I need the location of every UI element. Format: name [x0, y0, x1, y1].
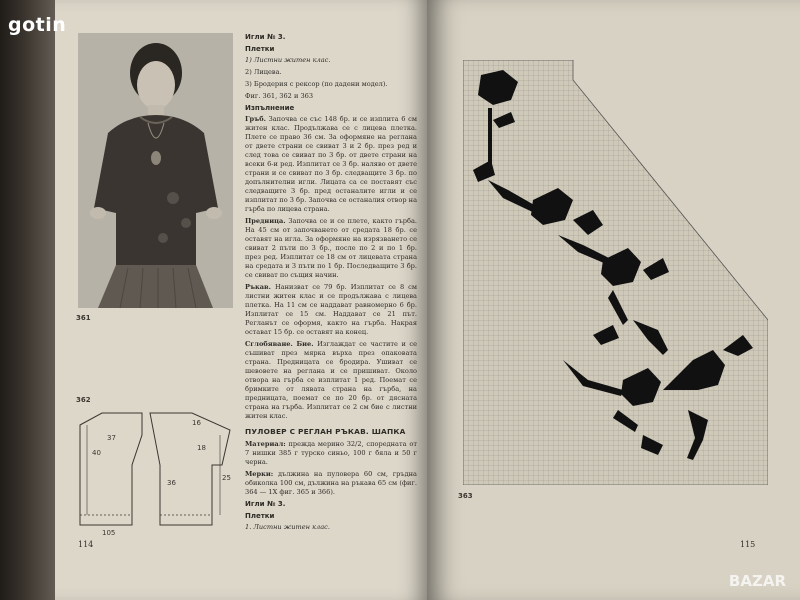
embroidery-chart [463, 60, 768, 485]
book-edge [0, 0, 60, 600]
measures-paragraph [245, 470, 417, 497]
back-text: Започва се със 148 бр. и се изплита 6 см житен клас. Продължава се с лицева плетка. Плете се право 36 см. За оформяне на реглана от двете страни се свиват 3 и 2 бр. през ред и след това се свиват по 3 бр. от двете страни на всеки 6-и ред. Изплитат се 3 бр. наляво от двете страни и се свиват по 3 бр. следващите 3 бр. по допълнителни игли. Лицата са се поставят със следващите 3 бр. пред останалите игли и се изплитат по 3 бр. Започва се останалия отвор на гърба по лицева страна. [245, 115, 417, 213]
pullover-title: ПУЛОВЕР С РЕГЛАН РЪКАВ. ШАПКА [245, 427, 406, 436]
diagram-label-25: 25 [222, 474, 231, 482]
figure-number-diagram: 362 [76, 396, 91, 404]
back-label: Гръб. [245, 115, 266, 123]
materials-label: Материал: [245, 440, 286, 448]
left-page-number: 114 [78, 540, 94, 549]
front-label: Предница. [245, 217, 286, 225]
execution-title: Изпълнение [245, 104, 295, 112]
right-page-number: 115 [740, 540, 756, 549]
figure-number-chart: 363 [458, 492, 473, 500]
diagram-label-16: 16 [192, 419, 201, 427]
assembly-text: Изглаждат се частите и се съшиват през мярка върха през опаковата страна. Предницата се бродира. Ушиват се шевовете на реглана и се пришиват. Около отвора на гърба се изплитат 1 ред. Поемат се бримките от лявата страна на гърба, на предницата, поемат се по 20 бр. от дясната страна на гърба. Изплитат се 2 см бие с листни житен клас. [245, 340, 417, 420]
diagram-label-40: 40 [92, 449, 101, 457]
front-paragraph [245, 217, 417, 280]
measures-label: Мерки: [245, 470, 274, 478]
measures-text: дължина на пуловера 60 см, гръдна обиколка 100 см, дължина на ръкава 65 см (фиг. 364 — 1Х фиг. 365 и 366). [245, 470, 417, 496]
stitch-item-2: 2) Лицева. [245, 68, 282, 76]
pattern-diagram [72, 405, 237, 540]
sleeve-text: Нанизват се 79 бр. Изплитат се 8 см листни житен клас и се продължава с лицева плетка. На 11 см се наддават равномерно 6 бр. Изплитат се 15 см. Наддават се 21 път. Регланът се оформя, както на гърба. Накрая остават 15 бр. се оставят на конец. [245, 283, 417, 336]
stitch-item-1: 1) Листни житен клас. [245, 56, 331, 64]
front-text: Започва се и се плете, както гърба. На 45 см от започването от средата 18 бр. се оставят на игла. За оформяне на изрязването се свиват 2 пъти по 3 бр., после по 2 и по 1 бр. през ред. Изплитат се 18 см от лицевата страна на средата и 3 пъти по 1 бр. Последващите 3 бр. се свиват по същия начин. [245, 217, 417, 279]
needles-header: Игли № 3. [245, 33, 286, 41]
figure-reference: Фиг. 361, 362 и 363 [245, 92, 314, 100]
instructions-column [245, 30, 417, 535]
sleeve-label: Ръкав. [245, 283, 271, 291]
footer-stitch-item: 1. Листни житен клас. [245, 523, 330, 531]
stitches-title: Плетки [245, 45, 275, 53]
materials-paragraph [245, 440, 417, 467]
knitwear-photo [78, 33, 233, 308]
diagram-label-18: 18 [197, 444, 206, 452]
figure-number-photo: 361 [76, 314, 91, 322]
footer-stitches: Плетки [245, 512, 275, 520]
watermark-bazar: BAZAR [728, 572, 786, 590]
diagram-label-36: 36 [167, 479, 176, 487]
back-paragraph [245, 115, 417, 214]
assembly-paragraph [245, 340, 417, 421]
stitch-item-3: 3) Бродерия с рексор (по дадени модел). [245, 80, 388, 88]
watermark-logo: gotin [8, 14, 67, 36]
diagram-label-37: 37 [107, 434, 116, 442]
sleeve-paragraph [245, 283, 417, 337]
footer-needles: Игли № 3. [245, 500, 286, 508]
assembly-label: Сглобяване. Бие. [245, 340, 314, 348]
diagram-label-105: 105 [102, 529, 116, 537]
materials-text: прежда мерино 32/2, споредната от 7 нишки 385 г турско синьо, 100 г бяла и 50 г черна. [245, 440, 417, 466]
